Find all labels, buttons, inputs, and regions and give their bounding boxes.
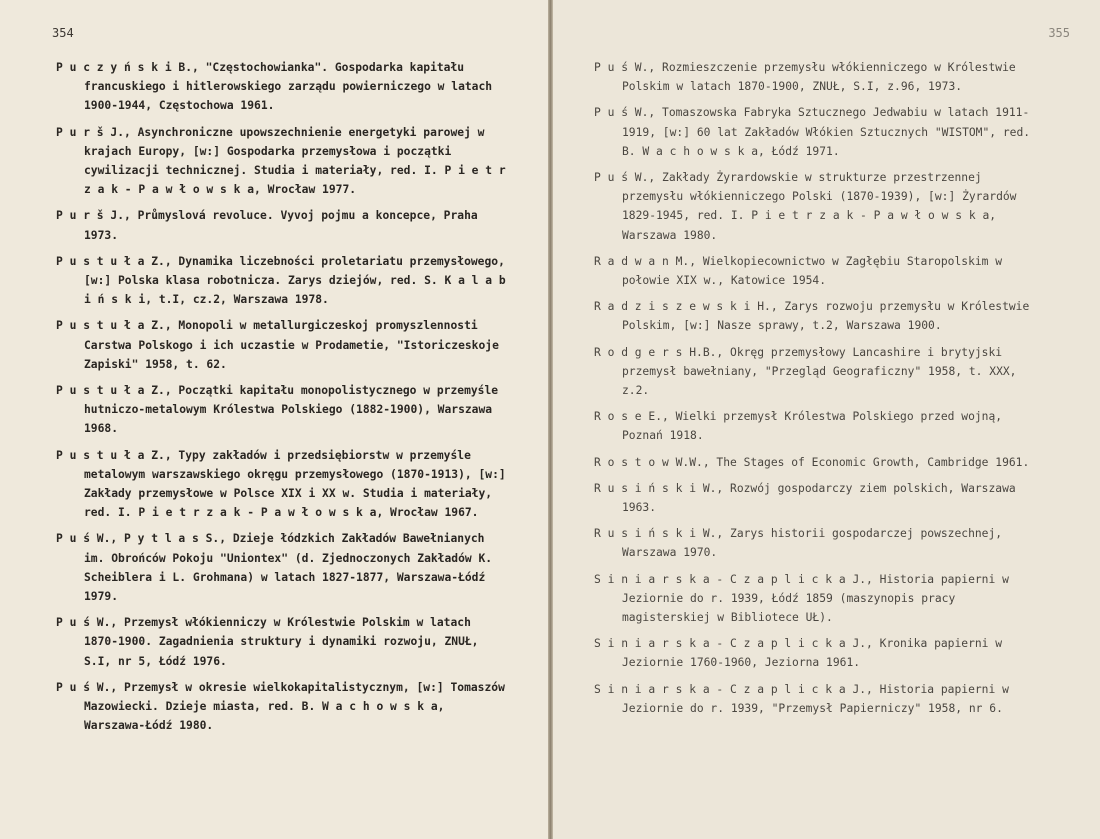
bibliography-entry: R o s t o w W.W., The Stages of Economic Growth, Cambridge 1961.: [594, 455, 1030, 469]
bibliography-entry: S i n i a r s k a - C z a p l i c k a J., Kronika papierni w Jeziornie 1760-1960, Jeziorna 1961.: [594, 637, 1003, 670]
bibliography-entry: S i n i a r s k a - C z a p l i c k a J., Historia papierni w Jeziornie do r. 1939, Łódź 1859 (maszynopis pracy magisterskiej w Bibliotece UŁ).: [594, 572, 1009, 625]
bibliography-entry: P u s t u ł a Z., Początki kapitału monopolistycznego w przemyśle hutniczo-metalowym Królestwa Polskiego (1882-1900), Warszawa 1968.: [56, 384, 499, 436]
left-bibliography-list: [56, 58, 511, 736]
bibliography-entry: S i n i a r s k a - C z a p l i c k a J., Historia papierni w Jeziornie do r. 1939, "Przemysł Papierniczy" 1958, nr 6.: [594, 682, 1009, 715]
bibliography-entry: P u s t u ł a Z., Dynamika liczebności proletariatu przemysłowego, [w:] Polska klasa robotnicza. Zarys dziejów, red. S. K a l a b i ń s k i, t.I, cz.2, Warszawa 1978.: [56, 254, 506, 307]
bibliography-entry: P u ś W., Rozmieszczenie przemysłu włókienniczego w Królestwie Polskim w latach 1870-1900, ZNUŁ, S.I, z.96, 1973.: [594, 61, 1016, 94]
bibliography-entry: P u s t u ł a Z., Typy zakładów i przedsiębiorstw w przemyśle metalowym warszawskiego okręgu przemysłowego (1870-1913), [w:] Zakłady przemysłowe w Polsce XIX i XX w. Studia i materiały, red. I. P i e t r z a k - P a w ł o w s k a, Wrocław 1967.: [56, 448, 506, 520]
bibliography-entry: R a d w a n M., Wielkopiecownictwo w Zagłębiu Staropolskim w połowie XIX w., Katowice 1954.: [594, 254, 1003, 288]
bibliography-entry: P u r š J., Asynchroniczne upowszechnienie energetyki parowej w krajach Europy, [w:] Gospodarka przemysłowa i początki cywilizacji technicznej. Studia i materiały, red. I. P i e t r z a k - P a w ł o w s k a, Wrocław 1977.: [56, 125, 506, 197]
bibliography-entry: P u ś W., Przemysł włókienniczy w Królestwie Polskim w latach 1870-1900. Zagadnienia struktury i dynamiki rozwoju, ZNUŁ, S.I, nr 5, Łódź 1976.: [56, 616, 479, 668]
bibliography-entry: R o s e E., Wielki przemysł Królestwa Polskiego przed wojną, Poznań 1918.: [594, 410, 1003, 443]
right-bibliography-list: [594, 58, 1046, 718]
bibliography-entry: P u c z y ń s k i B., "Częstochowianka". Gospodarka kapitału francuskiego i hitlerowskiego zarządu powierniczego w latach 1900-1944, Częstochowa 1961.: [56, 61, 493, 113]
page-number-right: 355: [1048, 26, 1070, 40]
bibliography-entry: P u s t u ł a Z., Monopoli w metallurgiczeskoj promyszlennosti Carstwa Polskogo i ich uczastie w Prodametie, "Istoriczeskoje Zapiski" 1958, t. 62.: [56, 319, 499, 371]
bibliography-entry: P u ś W., P y t l a s S., Dzieje łódzkich Zakładów Bawełnianych im. Obrońców Pokoju "Uniontex" (d. Zjednoczonych Zakładów K. Scheiblera i L. Grohmana) w latach 1827-1877, Warszawa-Łódź 1979.: [56, 532, 493, 604]
bibliography-entry: R a d z i s z e w s k i H., Zarys rozwoju przemysłu w Królestwie Polskim, [w:] Nasze sprawy, t.2, Warszawa 1900.: [594, 300, 1030, 333]
bibliography-entry: P u ś W., Zakłady Żyrardowskie w strukturze przestrzennej przemysłu włókienniczego Polski (1870-1939), [w:] Żyrardów 1829-1945, red. I. P i e t r z a k - P a w ł o w s k a, Warszawa 1980.: [594, 171, 1017, 242]
bibliography-entry: P u ś W., Tomaszowska Fabryka Sztucznego Jedwabiu w latach 1911-1919, [w:] 60 lat Zakładów Włókien Sztucznych "WISTOM", red. B. W a c h o w s k a, Łódź 1971.: [594, 106, 1031, 158]
bibliography-entry: R o d g e r s H.B., Okręg przemysłowy Lancashire i brytyjski przemysł bawełniany, "Przegląd Geograficzny" 1958, t. XXX, z.2.: [594, 345, 1017, 398]
bibliography-entry: P u r š J., Průmyslová revoluce. Vyvoj pojmu a koncepce, Praha 1973.: [56, 209, 478, 242]
page-number-left: 354: [52, 26, 74, 40]
bibliography-entry: R u s i ń s k i W., Rozwój gospodarczy ziem polskich, Warszawa 1963.: [594, 481, 1016, 515]
bibliography-entry: P u ś W., Przemysł w okresie wielkokapitalistycznym, [w:] Tomaszów Mazowiecki. Dzieje miasta, red. B. W a c h o w s k a, Warszawa-Łódź 1980.: [56, 680, 505, 733]
bibliography-entry: R u s i ń s k i W., Zarys historii gospodarczej powszechnej, Warszawa 1970.: [594, 527, 1003, 560]
